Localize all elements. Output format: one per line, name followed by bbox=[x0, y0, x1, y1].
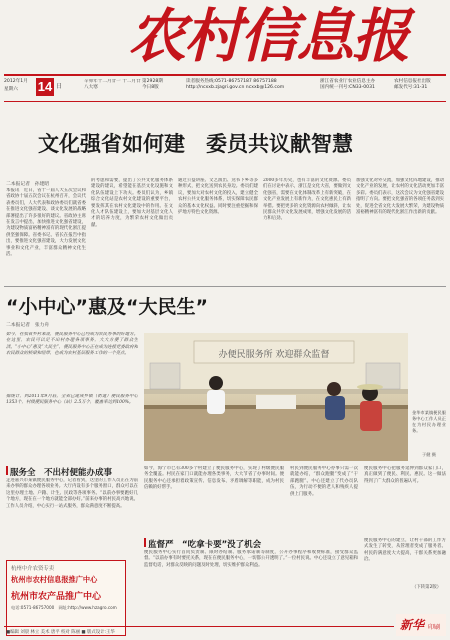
newspaper-title: 农村信息报 bbox=[128, 2, 409, 70]
photo-credit: 于健 摄 bbox=[422, 452, 436, 457]
brand-text: 新华 bbox=[400, 618, 425, 632]
photo-caption: 金华市某镇便民服务中心工作人员正在为村民办理业务。 bbox=[412, 410, 446, 433]
subhead1-marker bbox=[6, 466, 8, 475]
hotline: 读者服务热线:0571-86757187 86757188 bbox=[186, 79, 277, 84]
ad-line2: 杭州市农村信息报推广中心 bbox=[11, 575, 98, 584]
issue-number: 第2928期 bbox=[142, 79, 163, 84]
info-rule bbox=[4, 101, 446, 102]
article2-intro: 如今，在我省乡村来说，便民服务中心已经成为农民办事的好地方。在这里，农民可以足不出村办理各项事务，大大方便了群众生活。“小中心”惠及“大民生”，便民服务中心正在成为连接党委政府和农民群众的桥梁和纽带，也成为农村基层服务工作的一个亮点。 bbox=[6, 332, 138, 357]
cn-number: 国内统一刊号:CN33-0031 bbox=[320, 85, 375, 91]
subhead2-text: 便民服务中心实行首问负责制、限时办结制、服务承诺制等制度，公开办事程序和收费标准，接受群众监督。“以前办事有时要托关系，现在在便民服务中心，一切都公开透明了。”一位村民说。中心还设立了意见箱和监督电话，对群众反映的问题及时处理，切实维护群众利益。 bbox=[144, 550, 358, 568]
article2-mid-col: 如今，海宁市已有300多个村建立了便民服务中心，实现了村级便民服务全覆盖。村民在家门口就能办理各类事务，大大节省了办事时间。便民服务中心还承担着政策宣传、信息发布、矛盾调解等职能，成为村民信赖的好帮手。 bbox=[144, 466, 284, 491]
article2-byline: 二本报记者 张力舟 bbox=[6, 323, 50, 328]
sponsor: 农村信息报社出版 bbox=[394, 79, 431, 84]
article2-intro-stats: 据统计，到2011年9月底，全省已建成乡镇（街道）便民服务中心1353个，村级便民服务中心（站）2.5万个，覆盖率达到100%。 bbox=[6, 394, 138, 406]
article1-col3: 通过公益讲座、文艺演出、送书下乡等多种形式，把文化送到农民身边。委员们建议，要加大对农村文化的投入，建立健全农村公共文化服务体系，切实保障农民群众的基本文化权益。同时要注重挖掘和保护地方特色文化资源。 bbox=[178, 178, 258, 216]
contact-info bbox=[186, 78, 316, 100]
article2-headline: “小中心”惠及“大民生” bbox=[6, 296, 208, 318]
weekday: 星期六 bbox=[4, 87, 18, 92]
ad-line1: 杭州中介农资专卖 bbox=[11, 566, 55, 572]
sponsor-info bbox=[394, 78, 446, 100]
page-count: 今日8版 bbox=[142, 85, 159, 91]
ad-line3: 杭州市农产品推广中心 bbox=[11, 592, 102, 602]
brand-sub: 印刷 bbox=[428, 624, 441, 631]
subhead1-text: 走进嘉兴市某镇便民服务中心，记者看到，这里的工作人员正在为前来办事的群众办理各项业务。大厅内设有多个服务窗口，群众可以在这里办理土地、户籍、计生、民政等各项事务。“以前办事要跑好几个地方，现在在一个地方就能全部办好。”前来办事的村民高兴地说。工作人员介绍，中心实行一站式服务，群众满意度不断提高。 bbox=[6, 478, 138, 509]
subhead2: 监督严 “吃拿卡要”没了机会 bbox=[148, 540, 262, 550]
continued-note: （下转第2版） bbox=[412, 585, 442, 590]
article2-right-col2: 便民服务中心把服务延伸到群众家门口，真正做到了便民、利民、惠民。这一做法得到了广大群众的普遍认可。 bbox=[364, 466, 446, 484]
photo-sign-text: 办便民服务所 欢迎群众监督 bbox=[218, 350, 330, 360]
date-block bbox=[4, 78, 84, 100]
subhead1: 服务全 不出村便能办成事 bbox=[10, 468, 113, 478]
publisher-info bbox=[320, 78, 390, 100]
news-photo bbox=[144, 333, 408, 461]
date-day: 14 bbox=[37, 79, 53, 94]
article1-byline: 二本报记者 孙建昭 bbox=[6, 182, 50, 187]
article1-col2: 的考虑和需要，提出了公共文化服务体系建设的建议，希望能在基层文化设施和文化队伍建设上下功夫。委员们认为，乡镇综合文化站是农村文化建设的重要平台，要发挥其在农村文化建设中的作用。在文化人才队伍建设上，要加大对基层文化人才的培养力度，为繁荣农村文化做出贡献。 bbox=[91, 178, 173, 228]
masthead-info-row bbox=[4, 78, 446, 100]
footer-rule bbox=[4, 626, 394, 627]
photo-illustration bbox=[144, 333, 408, 461]
article-divider bbox=[4, 286, 446, 287]
article2-right-col1: 村民到便民服务中心办事只需一次就能办结，“群众跑腿”变成了“干部跑腿”。中心还建立了代办员队伍，为行动不便的老人和残疾人提供上门服务。 bbox=[290, 466, 358, 497]
article1-col5: 加强文化对外交流，加强文化阵地建设，推动文化产业的发展，让农村的文化活动更加丰富多彩。委员们表示，这次会议为文化强省建设指明了方向。要把文化强省的各项任务落到实处，促进全省文化大发展大繁荣，为建设物质富裕精神富有的现代化浙江作出新的贡献。 bbox=[356, 178, 444, 216]
publisher: 浙江省农业厅农业信息主办 bbox=[320, 79, 376, 84]
ad-line4: 电话:0571-86757000 网址:http://www.hzagro.com bbox=[11, 605, 117, 610]
issue-info bbox=[142, 78, 184, 100]
article1-col1: 本报讯 近日，省十一届人大五次会议和省政协十届五次会议在杭州召开，会议代表委员们，人大代表和政协委员们就省委在推进文化强省建设、谈文化发展的战略部署提出了许多很好的建议。省政协主席在发言中提出，加快推进文化强省建设，为建设物质富裕精神富有的现代化浙江提供坚强保障。省委书记、省长在报告中指出，要推进文化强省建设，大力发展文化事业和文化产业，丰富群众精神文化生活。 bbox=[6, 188, 86, 258]
article1-headline: 文化强省如何建 委员共议献智慧 bbox=[38, 132, 353, 156]
subhead2-text-cont: 便民服务中心的建立，让村干部的工作方式发生了转变，从管理者变成了服务者。村民的满意度大大提高，干群关系更加融洽。 bbox=[364, 538, 446, 563]
date-prefix: 2012年1月 bbox=[4, 79, 28, 84]
masthead-rule bbox=[4, 74, 446, 76]
article1-col4: 2000多年历史，也有丰富的文化资源。委员们在讨论中表示，浙江是文化大省，要做到文化强省，需要在文化体制改革上有新突破，在文化产业发展上有新作为，在文化惠民上有新举措。要把更多的文化资源向农村倾斜，让农民群众共享文化发展成果，增强文化发展的活力和后劲。 bbox=[263, 178, 351, 222]
day-suffix: 日 bbox=[56, 83, 63, 90]
postal-code: 邮发代号:31-31 bbox=[394, 85, 428, 91]
printer-brand bbox=[396, 614, 446, 636]
subhead2-marker bbox=[144, 538, 146, 547]
lunar-date: 辛卯年十二月廿一 十二月廿八大寒 bbox=[84, 79, 141, 91]
website-email: http://ncxxb.zjagri.gov.cn ncxxb@126.com bbox=[186, 85, 285, 91]
advertisement-box bbox=[6, 560, 126, 636]
footer-credits: ■编辑 刘晨 林立 美术 唐平 校对 陈丽 ■ 版式设计:王华 bbox=[6, 630, 115, 635]
